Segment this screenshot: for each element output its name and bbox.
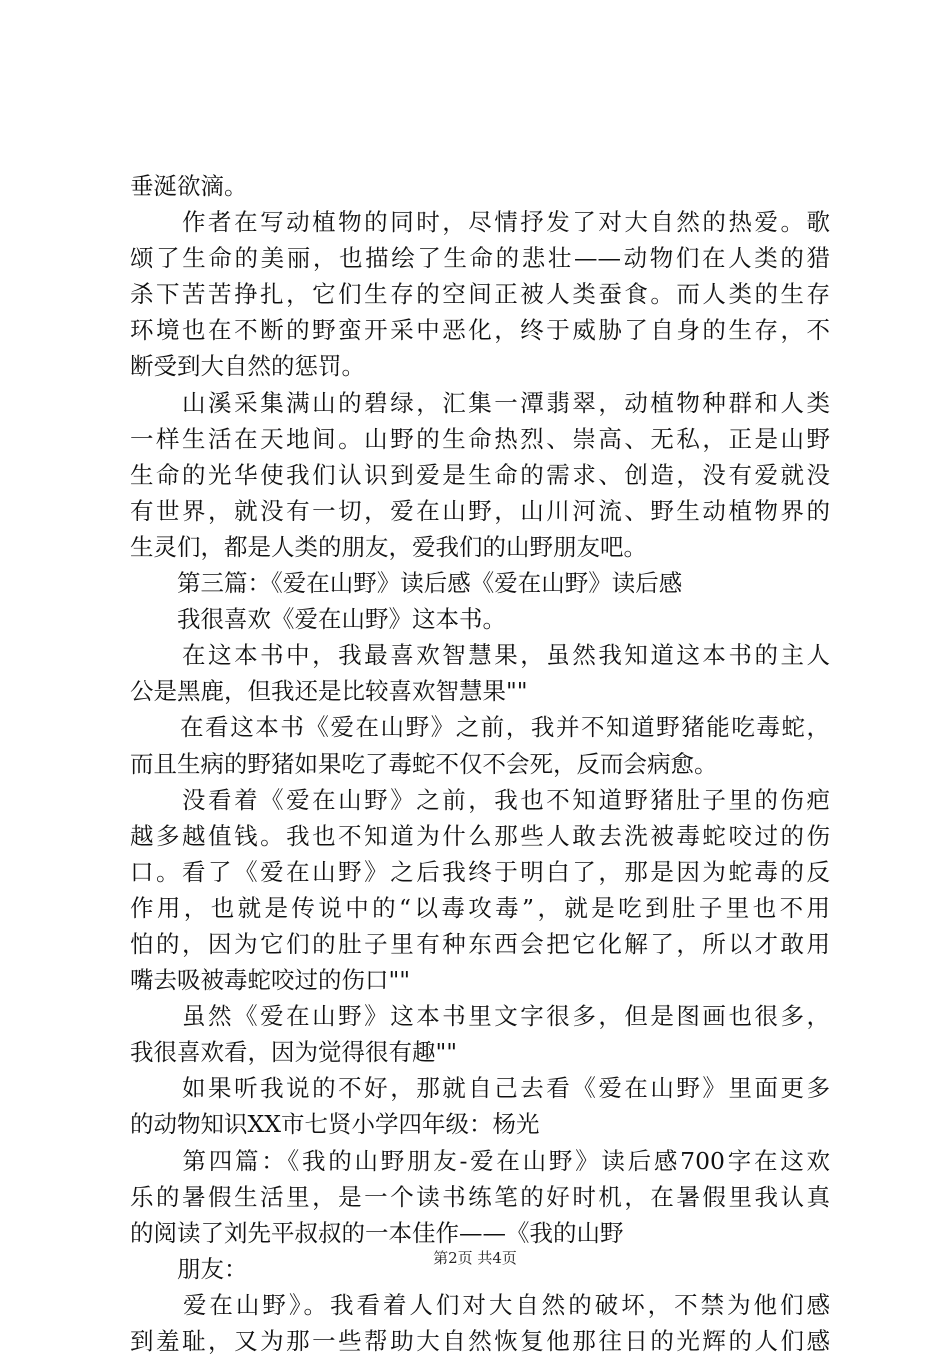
page-footer: 第2页 共4页 — [433, 1249, 517, 1267]
text-line: 作用，也就是传说中的“以毒攻毒”，就是吃到肚子里也不用 — [130, 893, 830, 922]
text-line: 虽然《爱在山野》这本书里文字很多，但是图画也很多， — [130, 1002, 830, 1031]
text-line: 如果听我说的不好，那就自己去看《爱在山野》里面更多 — [130, 1074, 830, 1103]
text-line: 我很喜欢看，因为觉得很有趣"" — [130, 1038, 458, 1067]
text-line: 在看这本书《爱在山野》之前，我并不知道野猪能吃毒蛇， — [130, 713, 830, 742]
text-line: 第四篇：《我的山野朋友-爱在山野》读后感700字在这欢 — [130, 1146, 830, 1175]
text-line: 到羞耻，又为那一些帮助大自然恢复他那往日的光辉的人们感 — [130, 1327, 830, 1355]
text-line: 怕的，因为它们的肚子里有种东西会把它化解了，所以才敢用 — [130, 929, 830, 958]
text-line: 没看着《爱在山野》之前，我也不知道野猪肚子里的伤疤 — [130, 785, 830, 814]
text-line: 断受到大自然的惩罚。 — [130, 352, 365, 381]
text-line: 有世界，就没有一切，爱在山野，山川河流、野生动植物界的 — [130, 496, 830, 525]
text-line: 乐的暑假生活里，是一个读书练笔的好时机，在暑假里我认真 — [130, 1182, 830, 1211]
text-line: 垂涎欲滴。 — [130, 172, 248, 200]
text-line: 口。看了《爱在山野》之后我终于明白了，那是因为蛇毒的反 — [130, 857, 830, 886]
text-line: 嘴去吸被毒蛇咬过的伤口"" — [130, 966, 411, 995]
text-line: 的阅读了刘先平叔叔的一本佳作——《我的山野 — [130, 1218, 624, 1247]
document-body — [130, 168, 830, 1359]
text-line: 在这本书中，我最喜欢智慧果，虽然我知道这本书的主人 — [130, 641, 830, 670]
text-line: 作者在写动植物的同时，尽情抒发了对大自然的热爱。歌 — [130, 208, 830, 237]
text-line: 颂了生命的美丽，也描绘了生命的悲壮——动物们在人类的猎 — [130, 244, 830, 273]
text-line: 环境也在不断的野蛮开采中恶化，终于威胁了自身的生存，不 — [130, 316, 830, 345]
text-line: 公是黑鹿，但我还是比较喜欢智慧果"" — [130, 677, 528, 706]
text-line: 朋友： — [130, 1254, 248, 1283]
text-line: 越多越值钱。我也不知道为什么那些人敢去洗被毒蛇咬过的伤 — [130, 821, 830, 850]
text-line: 生命的光华使我们认识到爱是生命的需求、创造，没有爱就没 — [130, 460, 830, 489]
text-line: 的动物知识XX市七贤小学四年级：杨光 — [130, 1110, 540, 1139]
text-line: 生灵们，都是人类的朋友，爱我们的山野朋友吧。 — [130, 532, 647, 561]
text-line: 一样生活在天地间。山野的生命热烈、崇高、无私，正是山野 — [130, 424, 830, 453]
text-line: 我很喜欢《爱在山野》这本书。 — [130, 605, 506, 634]
text-line: 爱在山野》。我看着人们对大自然的破坏，不禁为他们感 — [130, 1290, 830, 1319]
text-line: 而且生病的野猪如果吃了毒蛇不仅不会死，反而会病愈。 — [130, 749, 718, 778]
text-line: 山溪采集满山的碧绿，汇集一潭翡翠，动植物种群和人类 — [130, 388, 830, 417]
text-line: 第三篇：《爱在山野》读后感《爱在山野》读后感 — [130, 569, 683, 598]
text-line: 杀下苦苦挣扎，它们生存的空间正被人类蚕食。而人类的生存 — [130, 280, 830, 309]
